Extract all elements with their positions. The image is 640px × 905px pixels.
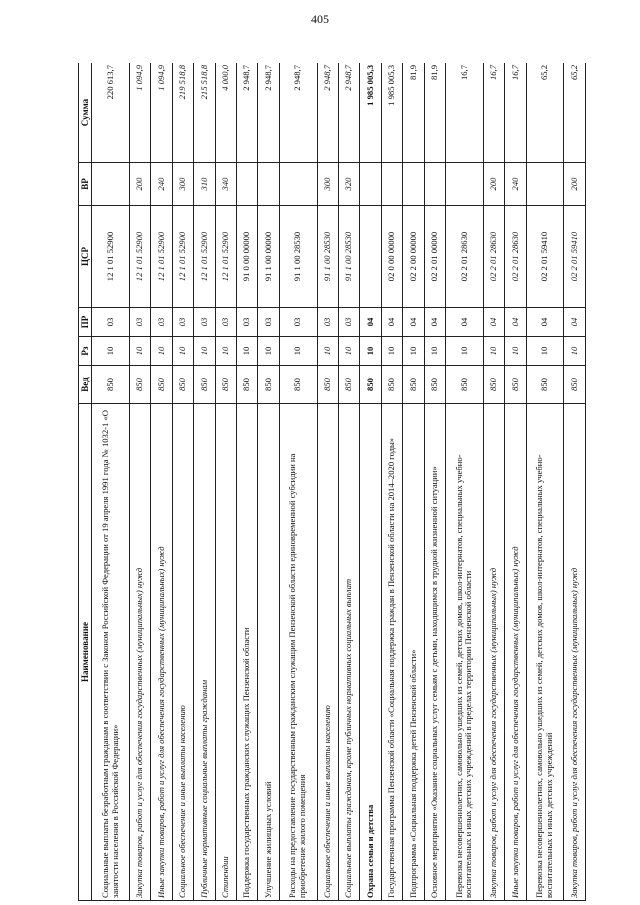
cell-csr: 12 1 01 52900 — [129, 206, 150, 308]
cell-rz: 10 — [483, 337, 504, 366]
cell-sum: 220 613,7 — [92, 63, 130, 163]
cell-pr: 04 — [505, 308, 526, 337]
cell-pr: 04 — [446, 308, 484, 337]
cell-sum: 2 948,7 — [279, 63, 317, 163]
table-row — [317, 63, 338, 901]
cell-vr — [236, 163, 257, 206]
cell-csr: 02 2 01 59410 — [564, 206, 586, 308]
cell-rz: 10 — [338, 337, 359, 366]
cell-rz: 10 — [505, 337, 526, 366]
cell-sum: 16,7 — [446, 63, 484, 163]
cell-vr — [424, 163, 445, 206]
cell-name: Иные закупки товаров, работ и услуг для обеспечения государственных (муниципальных) нужд — [151, 404, 172, 901]
table-body — [92, 63, 586, 901]
table-row — [564, 63, 586, 901]
cell-rz: 10 — [92, 337, 130, 366]
cell-name: Публичные нормативные социальные выплаты гражданам — [194, 404, 215, 901]
cell-sum: 215 518,8 — [194, 63, 215, 163]
table-row — [338, 63, 359, 901]
cell-sum: 2 948,7 — [258, 63, 279, 163]
cell-pr: 03 — [317, 308, 338, 337]
table-row — [151, 63, 172, 901]
cell-vr — [403, 163, 424, 206]
cell-name: Социальные выплаты гражданам, кроме публичных нормативных социальных выплат — [338, 404, 359, 901]
cell-ved: 850 — [151, 366, 172, 404]
cell-csr: 12 1 01 52900 — [92, 206, 130, 308]
cell-csr: 02 2 01 28630 — [505, 206, 526, 308]
cell-name: Перевозка несовершеннолетних, самовольно ушедших из семей, детских домов, школ-интернатов, специальных учебно-воспитательных и иных детских учреждений в пределах территории Пензенской области — [446, 404, 484, 901]
cell-ved: 850 — [505, 366, 526, 404]
cell-name: Поддержка государственных гражданских служащих Пензенской области — [236, 404, 257, 901]
cell-rz: 10 — [424, 337, 445, 366]
page-number: 405 — [311, 12, 329, 26]
cell-vr — [526, 163, 564, 206]
cell-sum: 81,9 — [424, 63, 445, 163]
cell-pr: 03 — [92, 308, 130, 337]
cell-vr — [258, 163, 279, 206]
cell-vr — [446, 163, 484, 206]
cell-rz: 10 — [381, 337, 402, 366]
cell-name: Охрана семьи и детства — [360, 404, 381, 901]
cell-rz: 10 — [215, 337, 236, 366]
cell-sum: 1 094,9 — [151, 63, 172, 163]
cell-ved: 850 — [424, 366, 445, 404]
cell-rz: 10 — [194, 337, 215, 366]
cell-vr — [92, 163, 130, 206]
cell-csr: 91 0 00 00000 — [236, 206, 257, 308]
cell-pr: 03 — [172, 308, 193, 337]
cell-csr — [360, 206, 381, 308]
cell-ved: 850 — [129, 366, 150, 404]
cell-pr: 03 — [258, 308, 279, 337]
cell-rz: 10 — [446, 337, 484, 366]
cell-vr: 200 — [564, 163, 586, 206]
table-row — [194, 63, 215, 901]
cell-csr: 02 2 01 28630 — [483, 206, 504, 308]
header-rz: Рз — [79, 337, 92, 366]
cell-pr: 03 — [215, 308, 236, 337]
cell-ved: 850 — [279, 366, 317, 404]
cell-rz: 10 — [129, 337, 150, 366]
cell-pr: 04 — [424, 308, 445, 337]
table-row — [505, 63, 526, 901]
cell-ved: 850 — [526, 366, 564, 404]
cell-ved: 850 — [403, 366, 424, 404]
table-row — [92, 63, 130, 901]
table-row — [424, 63, 445, 901]
cell-rz: 10 — [564, 337, 586, 366]
cell-rz: 10 — [526, 337, 564, 366]
cell-sum: 1 094,9 — [129, 63, 150, 163]
cell-rz: 10 — [279, 337, 317, 366]
cell-pr: 04 — [381, 308, 402, 337]
cell-ved: 850 — [258, 366, 279, 404]
cell-ved: 850 — [381, 366, 402, 404]
cell-vr: 300 — [317, 163, 338, 206]
cell-csr: 91 1 00 00000 — [258, 206, 279, 308]
cell-sum: 1 985 005,3 — [381, 63, 402, 163]
cell-csr: 12 1 01 52900 — [194, 206, 215, 308]
cell-csr: 91 1 00 28530 — [279, 206, 317, 308]
cell-pr: 03 — [338, 308, 359, 337]
cell-rz: 10 — [151, 337, 172, 366]
cell-ved: 850 — [194, 366, 215, 404]
cell-vr — [360, 163, 381, 206]
cell-ved: 850 — [446, 366, 484, 404]
cell-vr: 320 — [338, 163, 359, 206]
cell-csr: 02 2 01 00000 — [424, 206, 445, 308]
table-header-row — [79, 63, 92, 901]
table-row — [258, 63, 279, 901]
cell-vr: 310 — [194, 163, 215, 206]
cell-ved: 850 — [338, 366, 359, 404]
cell-ved: 850 — [215, 366, 236, 404]
cell-sum: 16,7 — [505, 63, 526, 163]
cell-pr: 04 — [564, 308, 586, 337]
budget-table — [78, 63, 586, 901]
cell-pr: 03 — [129, 308, 150, 337]
cell-name: Закупка товаров, работ и услуг для обеспечения государственных (муниципальных) нужд — [483, 404, 504, 901]
cell-rz: 10 — [236, 337, 257, 366]
cell-csr: 12 1 01 52900 — [172, 206, 193, 308]
cell-name: Стипендии — [215, 404, 236, 901]
cell-vr: 240 — [505, 163, 526, 206]
cell-vr: 240 — [151, 163, 172, 206]
cell-rz: 10 — [172, 337, 193, 366]
cell-vr — [279, 163, 317, 206]
cell-pr: 03 — [151, 308, 172, 337]
cell-sum: 2 948,7 — [317, 63, 338, 163]
cell-csr: 02 2 01 59410 — [526, 206, 564, 308]
cell-sum: 81,9 — [403, 63, 424, 163]
cell-rz: 10 — [317, 337, 338, 366]
table-row — [403, 63, 424, 901]
header-csr: ЦСР — [79, 206, 92, 308]
cell-sum: 65,2 — [526, 63, 564, 163]
cell-sum: 219 518,8 — [172, 63, 193, 163]
cell-name: Государственная программа Пензенской области «Социальная поддержка граждан в Пензенской области на 2014–2020 годы» — [381, 404, 402, 901]
cell-pr: 04 — [403, 308, 424, 337]
cell-vr: 200 — [129, 163, 150, 206]
table-row — [526, 63, 564, 901]
cell-ved: 850 — [360, 366, 381, 404]
table-row — [172, 63, 193, 901]
cell-csr: 91 1 00 28530 — [317, 206, 338, 308]
cell-name: Социальные выплаты безработным гражданам в соответствии с Законом Российской Федерации от 19 апреля 1991 года № 1032-1 «О занятости населения в Российской Федерации» — [92, 404, 130, 901]
cell-sum: 2 948,7 — [338, 63, 359, 163]
cell-pr: 04 — [483, 308, 504, 337]
cell-csr: 02 0 00 00000 — [381, 206, 402, 308]
cell-sum: 2 948,7 — [236, 63, 257, 163]
cell-vr: 300 — [172, 163, 193, 206]
cell-ved: 850 — [172, 366, 193, 404]
table-frame — [78, 63, 586, 901]
cell-sum: 65,2 — [564, 63, 586, 163]
cell-csr: 12 1 01 52900 — [151, 206, 172, 308]
cell-csr: 02 2 01 28630 — [446, 206, 484, 308]
cell-name: Расходы на предоставление государственным гражданским служащим Пензенской области единовременной субсидии на приобретение жилого помещения — [279, 404, 317, 901]
cell-name: Подпрограмма «Социальная поддержка детей Пензенской области» — [403, 404, 424, 901]
cell-csr: 91 1 00 28530 — [338, 206, 359, 308]
cell-name: Перевозка несовершеннолетних, самовольно ушедших из семей, детских домов, школ-интернатов, специальных учебно-воспитательных и иных детских учреждений — [526, 404, 564, 901]
table-row — [446, 63, 484, 901]
table-row — [381, 63, 402, 901]
cell-csr: 12 1 01 52900 — [215, 206, 236, 308]
cell-name: Социальное обеспечение и иные выплаты населению — [317, 404, 338, 901]
cell-sum: 1 985 005,3 — [360, 63, 381, 163]
cell-ved: 850 — [92, 366, 130, 404]
cell-pr: 03 — [194, 308, 215, 337]
cell-ved: 850 — [317, 366, 338, 404]
cell-name: Улучшение жилищных условий — [258, 404, 279, 901]
table-row — [236, 63, 257, 901]
table-row — [279, 63, 317, 901]
cell-sum: 4 000,0 — [215, 63, 236, 163]
header-sum: Сумма — [79, 63, 92, 163]
cell-name: Основное мероприятие «Оказание социальных услуг семьям с детьми, находящимся в трудной жизненной ситуации» — [424, 404, 445, 901]
cell-pr: 03 — [279, 308, 317, 337]
cell-vr — [381, 163, 402, 206]
cell-vr: 340 — [215, 163, 236, 206]
cell-ved: 850 — [564, 366, 586, 404]
cell-name: Закупка товаров, работ и услуг для обеспечения государственных (муниципальных) нужд — [564, 404, 586, 901]
table-row — [483, 63, 504, 901]
cell-vr: 200 — [483, 163, 504, 206]
table-row — [129, 63, 150, 901]
cell-pr: 04 — [360, 308, 381, 337]
cell-ved: 850 — [483, 366, 504, 404]
cell-rz: 10 — [360, 337, 381, 366]
cell-name: Иные закупки товаров, работ и услуг для обеспечения государственных (муниципальных) нужд — [505, 404, 526, 901]
header-vr: ВР — [79, 163, 92, 206]
cell-csr: 02 2 00 00000 — [403, 206, 424, 308]
cell-pr: 04 — [526, 308, 564, 337]
cell-name: Социальное обеспечение и иные выплаты населению — [172, 404, 193, 901]
table-row — [215, 63, 236, 901]
cell-rz: 10 — [258, 337, 279, 366]
cell-name: Закупка товаров, работ и услуг для обеспечения государственных (муниципальных) нужд — [129, 404, 150, 901]
cell-pr: 03 — [236, 308, 257, 337]
cell-sum: 16,7 — [483, 63, 504, 163]
header-pr: ПР — [79, 308, 92, 337]
table-row — [360, 63, 381, 901]
cell-ved: 850 — [236, 366, 257, 404]
rotated-table-container — [78, 63, 586, 901]
header-ved: Вед — [79, 366, 92, 404]
cell-rz: 10 — [403, 337, 424, 366]
header-name: Наименование — [79, 404, 92, 901]
